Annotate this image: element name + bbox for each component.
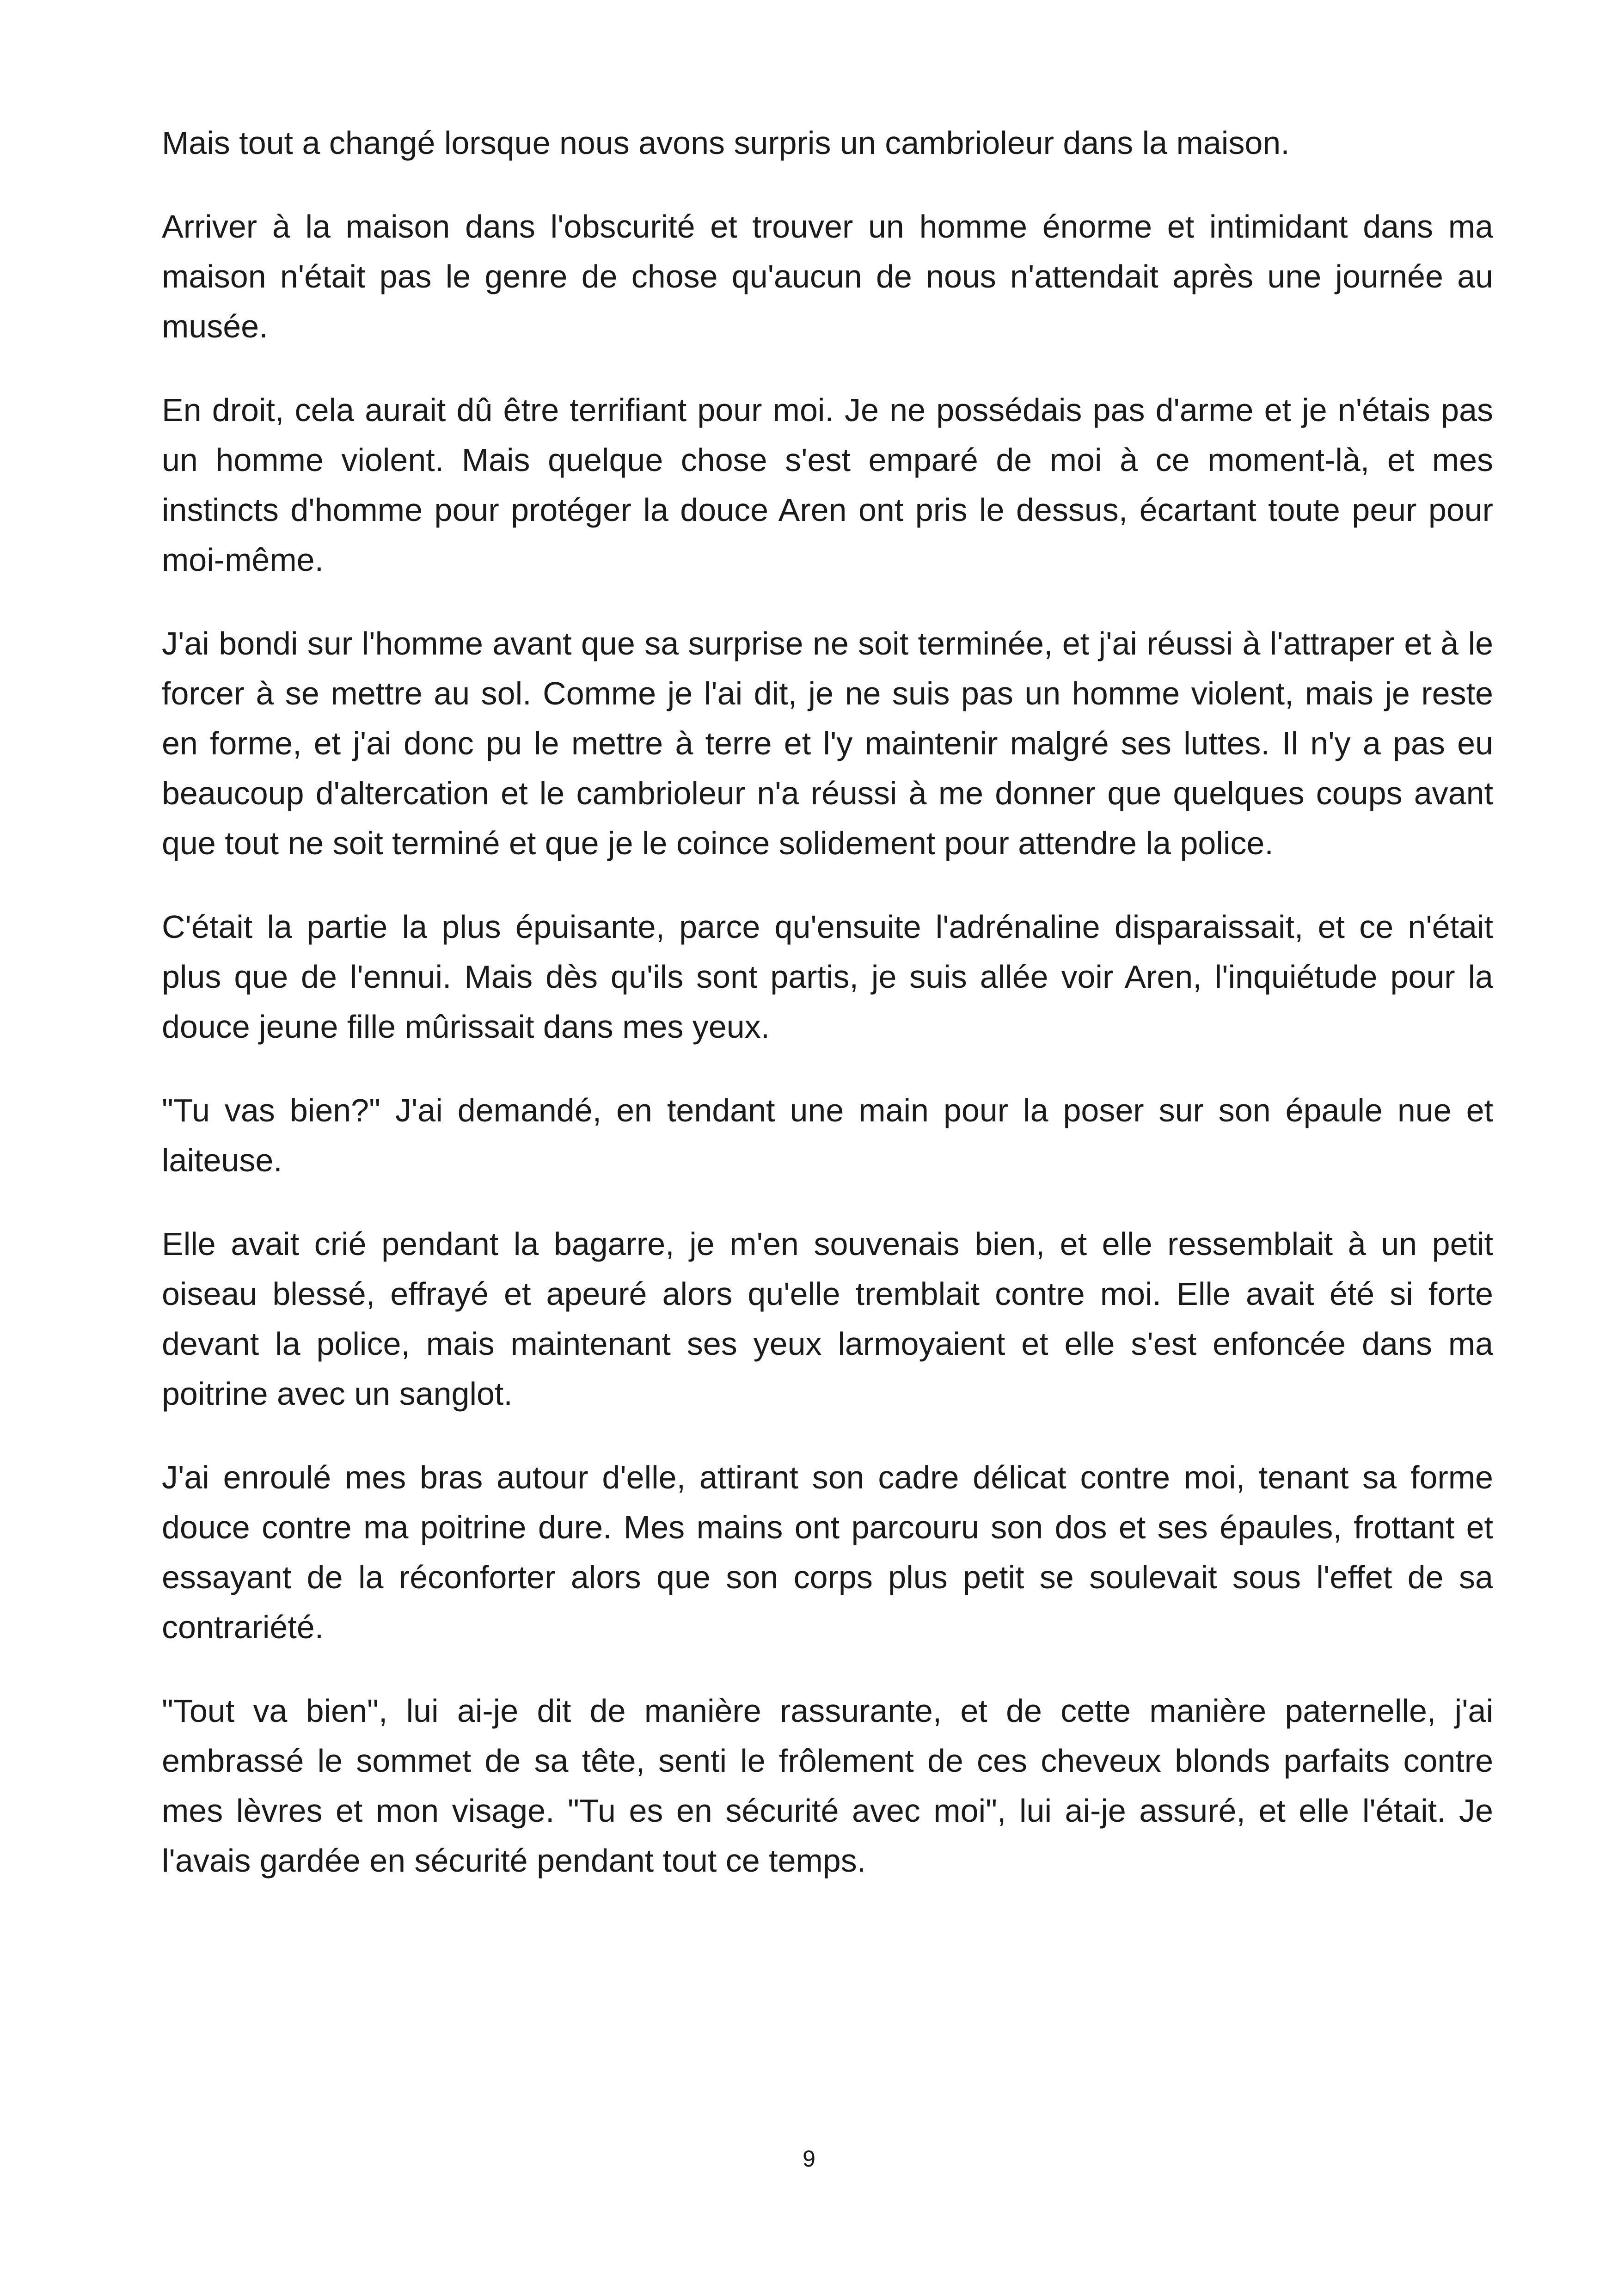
paragraph: Mais tout a changé lorsque nous avons surpris un cambrioleur dans la maison. [162, 125, 1290, 161]
paragraph: J'ai enroulé mes bras autour d'elle, attirant son cadre délicat contre moi, tenant sa forme douce contre ma poitrine dure. Mes mains ont parcouru son dos et ses épaules, frottant et essayant de la réconforter alors que son corps plus petit se soulevait sous l'effet de sa contrariété. [162, 1459, 1493, 1645]
page-body [162, 118, 1493, 1919]
paragraph: Arriver à la maison dans l'obscurité et trouver un homme énorme et intimidant dans ma maison n'était pas le genre de chose qu'aucun de nous n'attendait après une journée au musée. [162, 208, 1493, 344]
paragraph: En droit, cela aurait dû être terrifiant pour moi. Je ne possédais pas d'arme et je n'étais pas un homme violent. Mais quelque chose s'est emparé de moi à ce moment-là, et mes instincts d'homme pour protéger la douce Aren ont pris le dessus, écartant toute peur pour moi-même. [162, 392, 1493, 578]
paragraph: J'ai bondi sur l'homme avant que sa surprise ne soit terminée, et j'ai réussi à l'attraper et à le forcer à se mettre au sol. Comme je l'ai dit, je ne suis pas un homme violent, mais je reste en forme, et j'ai donc pu le mettre à terre et l'y maintenir malgré ses luttes. Il n'y a pas eu beaucoup d'altercation et le cambrioleur n'a réussi à me donner que quelques coups avant que tout ne soit terminé et que je le coince solidement pour attendre la police. [162, 625, 1493, 861]
paragraph: Elle avait crié pendant la bagarre, je m'en souvenais bien, et elle ressemblait à un petit oiseau blessé, effrayé et apeuré alors qu'elle tremblait contre moi. Elle avait été si forte devant la police, mais maintenant ses yeux larmoyaient et elle s'est enfoncée dans ma poitrine avec un sanglot. [162, 1226, 1493, 1412]
paragraph: "Tout va bien", lui ai-je dit de manière rassurante, et de cette manière paternelle, j'ai embrassé le sommet de sa tête, senti le frôlement de ces cheveux blonds parfaits contre mes lèvres et mon visage. "Tu es en sécurité avec moi", lui ai-je assuré, et elle l'était. Je l'avais gardée en sécurité pendant tout ce temps. [162, 1693, 1493, 1879]
paragraph: "Tu vas bien?" J'ai demandé, en tendant une main pour la poser sur son épaule nue et laiteuse. [162, 1092, 1493, 1178]
page-number: 9 [803, 2146, 815, 2172]
paragraph: C'était la partie la plus épuisante, parce qu'ensuite l'adrénaline disparaissait, et ce n'était plus que de l'ennui. Mais dès qu'ils sont partis, je suis allée voir Aren, l'inquiétude pour la douce jeune fille mûrissait dans mes yeux. [162, 909, 1493, 1045]
